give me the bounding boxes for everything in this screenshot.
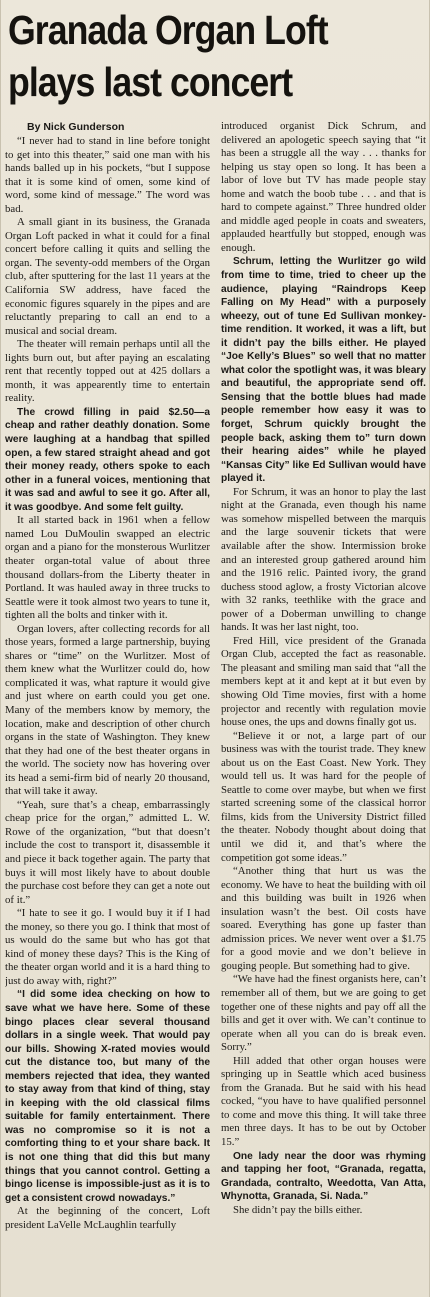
paragraph: A small giant in its business, the Granada Organ Loft packed in what it could for a final concert before calling it quits and selling the organ. The seventy-odd members of the Organ club, after sputtering for the last 11 years at the California SW address, have faced the economic figures squarely in the pipes and are reluctantly preparing to call an end to a musical and social dream. [5, 216, 210, 337]
paragraph: She didn’t pay the bills either. [233, 1203, 363, 1216]
paragraph: “We have had the finest organists here, can’t remember all of them, but we are going to get together one of these nights and pay off all the bills and get it over with. We can’t continue to operate when all you can do is break even. Sorry.” [221, 973, 426, 1054]
paragraph: “I never had to stand in line before tonight to get into this theater,” said one man with his hands balled up in his pockets, “but I suppose that it is some kind of omen, some kind of word, some kind of message.” The word was bad. [5, 135, 210, 215]
paragraph: “I hate to see it go. I would buy it if I had the money, so there you go. I think that most of us would do the same but who has got that kind of money these days? This is the King of the theater organ world and it is a hard thing to just do away with, right?” [5, 907, 210, 987]
paragraph: The theater will remain perhaps until all the lights burn out, but after paying an escalating rent that recently topped out at 425 dollars a month, it was appearently time to entertain reality. [5, 338, 210, 405]
paragraph: It all started back in 1961 when a fellow named Lou DuMoulin swapped an electric organ and a piano for the monsterous Wurlitzer theater organ-total value of about three thousand dollars-from the Liberty theater in Portland. It was hauled away in three trucks to Seattle were it took almost two years to tune it, tighten all the bolts and tinker with it. [5, 514, 210, 622]
headline-line-2: plays last concert [8, 59, 293, 105]
byline: By Nick Gunderson [27, 121, 125, 133]
paragraph: At the beginning of the concert, Loft president LaVelle McLaughlin tearfully [5, 1205, 210, 1231]
paragraph: Fred Hill, vice president of the Granada Organ Club, accepted the fact as reasonable. The pleasant and smiling man said that “all the members kept at it and kept at it but even by showing Old Time movies, first with a home projector and recently with regulation movie house ones, the ups and downs finally got us. [221, 634, 426, 729]
right-column [221, 120, 426, 1291]
left-column [5, 120, 210, 1291]
headline [8, 4, 426, 108]
paragraph: “Yeah, sure that’s a cheap, embarrassingly cheap price for the organ,” admitted L. W. Rowe of the organization, “but that doesn’t include the cost to transport it, disassemble it and piece it back together again. The party that buys it will most likely have to about double the purchase cost before they can get a note out of it.” [5, 798, 210, 906]
paragraph: The crowd filling in paid $2.50—a cheap and rather deathly donation. Some were laughing at a handbag that spilled open, a few stared straight ahead and got their money ready, others spoke to each other in a funeral voices, mentioning that it was sad and awful to see it go. After all, it was goodbye. And some felt guilty. [5, 406, 210, 513]
paragraph: “I did some idea checking on how to save what we have here. Some of these bingo places clear several thousand dollars in a single week. That would pay our bills. Showing X-rated movies would cut the distance too, but many of the members rejected that idea, they wanted to stay away from that kind of thing, stay in keeping with the old classical films suitable for family entertainment. There was no compromise so it is not a comforting thing to et your share back. It is not one thing that did this but many things that you cannot control. Getting a bingo license is impossible-just as it is to get a consistent crowd nowadays.” [5, 989, 210, 1204]
paragraph: Hill added that other organ houses were springing up in Seattle which aced business from the Granada. But he said with his head cocked, “you have to have qualified personnel to come and move this thing. It will take three men three days. It has to be out by October 15.” [221, 1054, 426, 1149]
paragraph: “Believe it or not, a large part of our business was with the tourist trade. They knew about us on the East Coast. New York. They would tell us. It was hard for the people of Seattle to come over maybe, but when we first started screening some of the classical horror films, kids from the University District filled the theater. Nobody thought about doing that until we did it, and that’s where the competition got some ideas.” [221, 729, 426, 864]
paragraph: One lady near the door was rhyming and tapping her foot, “Granada, regatta, Grandada, contralto, Weedotta, Van Atta, Whynotta, Granada, Si. Nada.” [221, 1150, 426, 1203]
headline-line-1: Granada Organ Loft [8, 7, 328, 53]
paragraph: For Schrum, it was an honor to play the last night at the Granada, even though his name was somehow mispelled between the marquis and the large souvenir tickets that were available after the show. Intermission broke and an interested group gathered around him and the 1916 relic. Painted ivory, the grand duchess stood aglow, a frosty Victorian alcove with 32 ranks, teethlike with the grace and power of a Doberman unwilling to change hands. It was her last night, too. [221, 485, 426, 634]
article-body [5, 120, 426, 1291]
paragraph: Schrum, letting the Wurlitzer go wild from time to time, tried to cheer up the audience, playing “Raindrops Keep Falling on My Head” with a purposely wheezy, out of tune Ed Sullivan monkey-time rendition. It worked, it was a lift, but it didn’t pay the bills either. He played “Joe Kelly’s Blues” so well that no matter what color the spotlight was, it was bleary and beautiful, the appropriate send off. Sensing that the bottle blues had made people remember how easy it was to forget, Schrum quickly brought the people back, asking them to” turn down their hearing aides” while he played “Kansas City” like Ed Sullivan would have played it. [221, 256, 426, 485]
paragraph: Organ lovers, after collecting records for all those years, formed a large partnership, buying shares or “time” on the Wurlitzer. Most of them knew what the Wurlitzer could do, how complicated it was, what rapture it would give and just where on earth could you get one. Many of the members know by memory, the location, make and description of other church organs in the state of Washington. They knew that they had one of the best theater organs in the world. The society now has hovering over its head a semi-firm bid of nearly 20 thousand, that will take it away. [5, 622, 210, 798]
paragraph: “Another thing that hurt us was the economy. We have to heat the building with oil and this building was built in 1926 when insulation wasn’t the best. Oil costs have soared. Everything has gone up faster than admission prices. We never went over a $1.75 for a good movie and we don’t believe in gouging people. But something had to give. [221, 865, 426, 972]
paragraph: introduced organist Dick Schrum, and delivered an apologetic speech saying that “it has been a struggle all the way . . . thanks for helping us stay open so long. It has been a labor of love but TV has made people stay home and watch the boob tube . . . and that is hard to compete against.” Three hundred older and middle aged people in coats and sweaters, applauded heartfully but stopped, enough was enough. [221, 120, 426, 254]
